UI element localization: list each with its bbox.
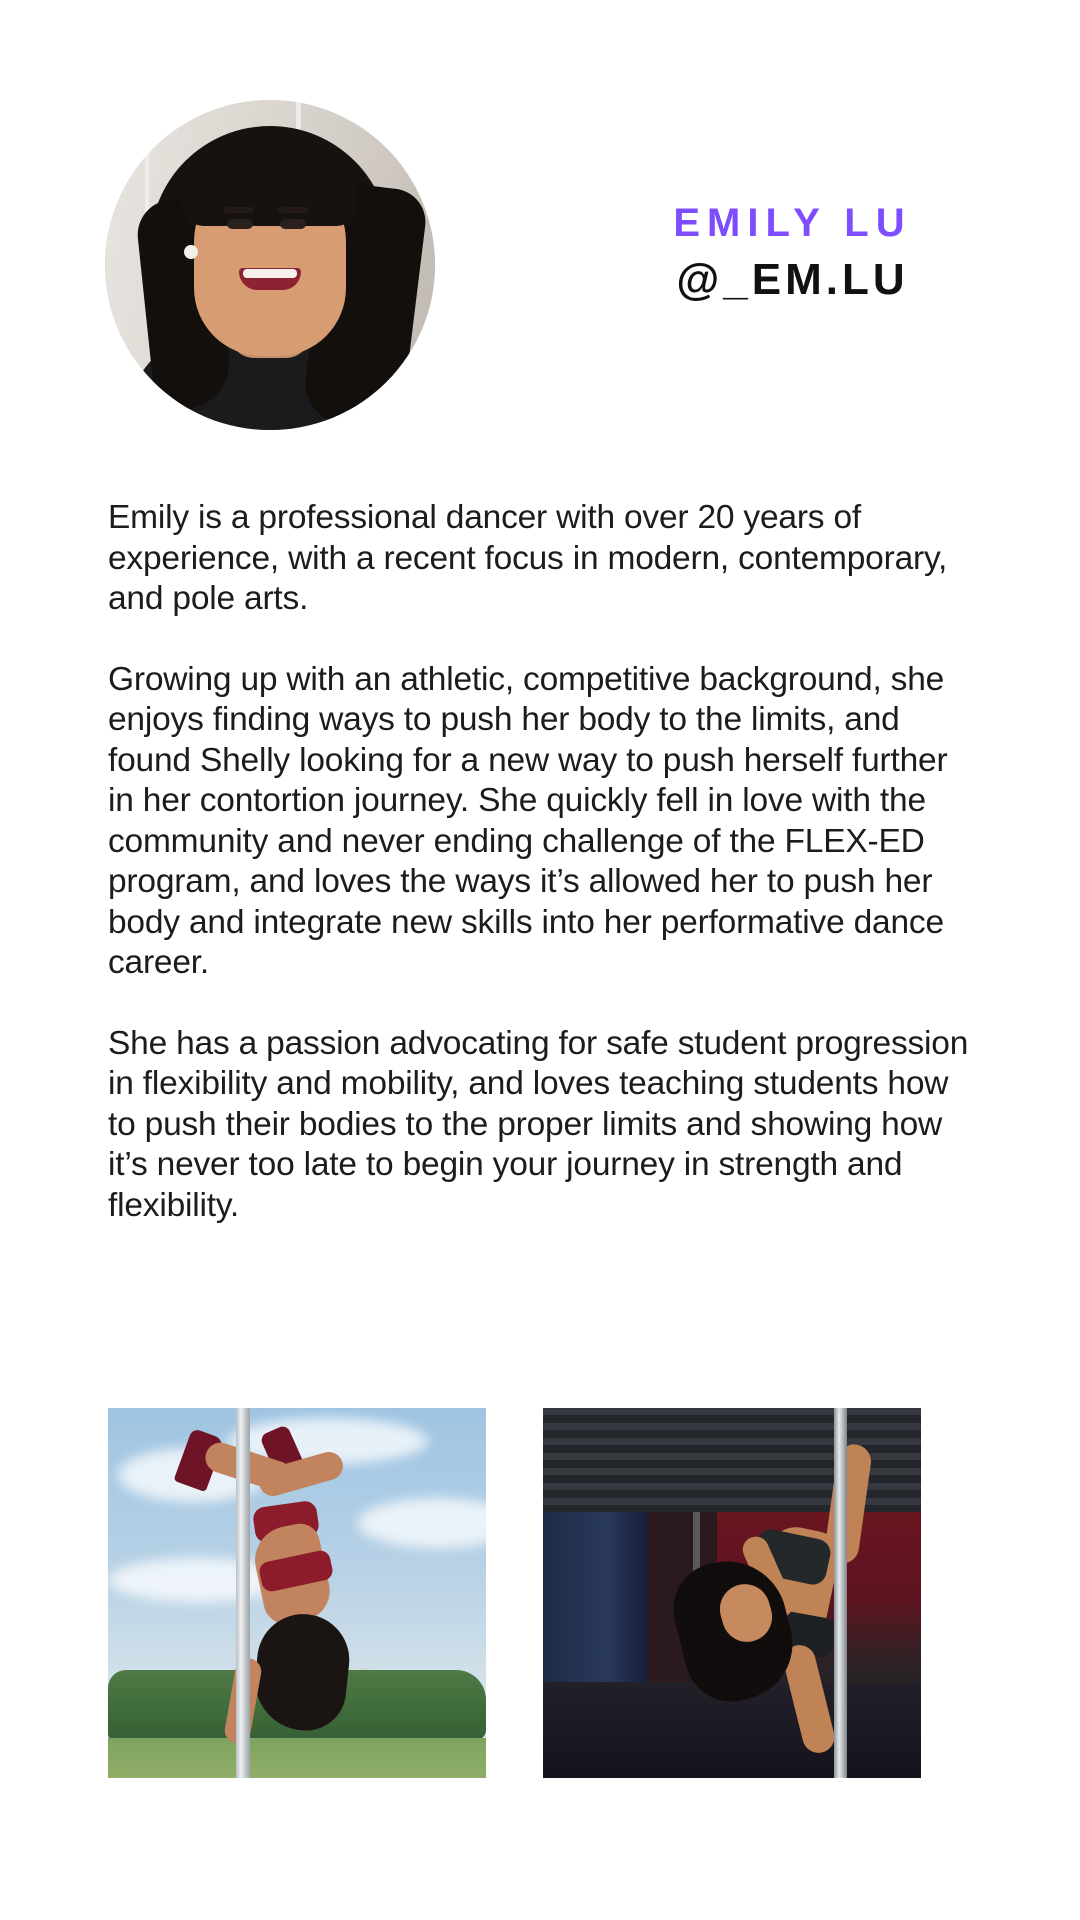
profile-header xyxy=(0,0,1080,430)
avatar-brow-right xyxy=(278,207,308,213)
gallery-photo-outdoor xyxy=(108,1408,486,1778)
avatar xyxy=(105,100,435,430)
photo-grass xyxy=(108,1738,486,1778)
photo-gallery xyxy=(108,1408,972,1778)
avatar-brow-left xyxy=(224,207,254,213)
avatar-container xyxy=(105,100,445,430)
page-title: EMILY LU xyxy=(673,201,912,245)
name-block xyxy=(505,100,1080,307)
photo-curtain xyxy=(543,1512,647,1694)
avatar-teeth xyxy=(243,269,297,278)
photo-pole xyxy=(236,1408,250,1778)
avatar-fringe xyxy=(182,156,358,226)
bio-paragraph-2: Growing up with an athletic, competitive background, she enjoys finding ways to push her body to the limits, and found Shelly looking for a new way to push herself further in her contortion journey. She quickly fell in love with the community and never ending challenge of the FLEX-ED program, and loves the ways it’s allowed her to push her body and integrate new skills into her performative dance career. xyxy=(108,660,948,982)
avatar-background-seam-secondary xyxy=(145,100,149,212)
avatar-eye-left xyxy=(227,219,253,229)
gallery-photo-studio xyxy=(543,1408,921,1778)
social-handle: @_EM.LU xyxy=(676,255,909,304)
photo-pole xyxy=(834,1408,847,1778)
bio-paragraph-3: She has a passion advocating for safe student progression in flexibility and mobility, and loves teaching students how to push their bodies to the proper limits and showing how it’s never too late to begin your journey in strength and flexibility. xyxy=(108,1024,969,1224)
bio-text xyxy=(108,498,980,1227)
avatar-eye-right xyxy=(280,219,306,229)
bio-paragraph-1: Emily is a professional dancer with over 20 years of experience, with a recent focus in modern, contemporary, and pole arts. xyxy=(108,499,948,618)
